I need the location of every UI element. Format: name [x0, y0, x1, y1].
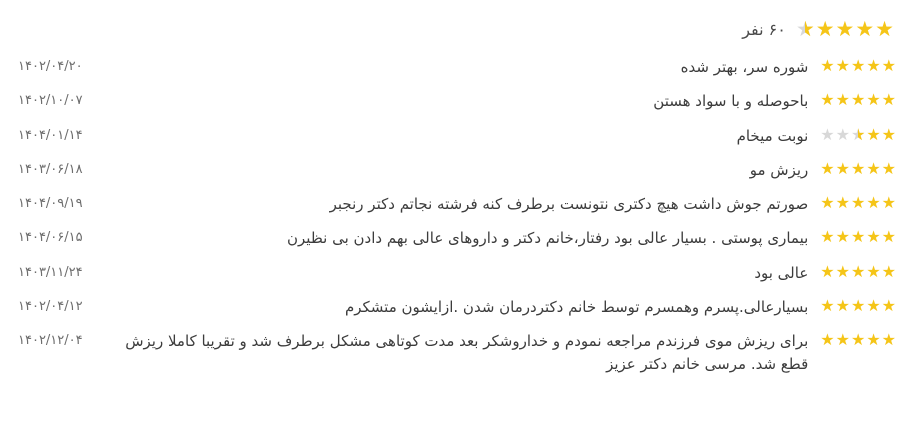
review-date: ۱۴۰۲/۱۲/۰۴ — [18, 333, 83, 348]
star-full: ★ — [850, 158, 866, 178]
star-full: ★ — [835, 193, 850, 212]
review-row — [18, 187, 896, 221]
star-empty: ★ — [820, 124, 835, 144]
star-full: ★ — [881, 330, 896, 349]
star-half: ★ ★ — [851, 127, 865, 143]
star-full: ★ — [820, 330, 835, 349]
review-date: ۱۴۰۳/۰۶/۱۸ — [18, 161, 83, 177]
review-star-rating — [820, 226, 896, 245]
review-text: بسیارعالی.پسرم وهمسرم توسط خانم دکتردرمان شدن .ازایشون متشکرم — [344, 297, 809, 316]
rating-summary — [18, 8, 896, 50]
review-date: ۱۴۰۲/۰۴/۲۰ — [18, 59, 83, 74]
review-row — [18, 153, 896, 187]
review-row — [18, 221, 896, 255]
star-full: ★ — [835, 16, 855, 41]
star-full: ★ — [820, 193, 835, 212]
star-full: ★ — [881, 261, 896, 281]
star-full: ★ — [881, 56, 896, 75]
review-star-rating — [820, 55, 896, 74]
review-star-rating — [820, 124, 896, 143]
star-full: ★ — [866, 261, 881, 281]
star-full: ★ — [835, 295, 850, 315]
summary-star-rating — [795, 16, 894, 41]
star-full: ★ — [866, 56, 881, 75]
star-full: ★ — [881, 227, 896, 247]
star-full: ★ — [866, 158, 881, 178]
review-text: صورتم جوش داشت هیچ دکتری نتونست برطرف کنه فرشته نجاتم دکتر رنجبر — [329, 195, 809, 213]
star-full: ★ — [850, 193, 866, 212]
star-full: ★ — [866, 295, 881, 315]
star-full: ★ — [875, 16, 894, 41]
star-full: ★ — [866, 90, 881, 110]
star-full: ★ — [850, 261, 866, 281]
star-full: ★ — [850, 56, 866, 75]
review-text: ریزش مو — [749, 160, 809, 179]
star-full: ★ — [820, 56, 835, 75]
star-full: ★ — [850, 227, 866, 247]
review-star-rating — [820, 295, 896, 314]
star-full: ★ — [820, 158, 835, 178]
star-full: ★ — [820, 227, 835, 247]
star-full: ★ — [881, 90, 896, 110]
review-date: ۱۴۰۲/۱۰/۰۷ — [18, 93, 83, 109]
star-full: ★ — [835, 158, 850, 178]
review-date: ۱۴۰۳/۱۱/۲۴ — [18, 264, 83, 280]
review-star-rating — [820, 329, 896, 348]
review-star-rating — [820, 192, 896, 211]
review-star-rating — [820, 89, 896, 108]
star-full: ★ — [866, 227, 881, 247]
star-full: ★ — [820, 90, 835, 110]
review-row — [18, 84, 896, 118]
review-text: نوبت میخام — [736, 126, 809, 145]
review-text: بیماری پوستی . بسیار عالی بود رفتار،خانم دکتر و داروهای عالی بهم دادن بی نظیرن — [287, 229, 809, 248]
star-full: ★ — [881, 158, 896, 178]
review-row — [18, 256, 896, 290]
review-date: ۱۴۰۲/۰۴/۱۲ — [18, 298, 83, 314]
review-text: باحوصله و با سواد هستن — [653, 92, 809, 111]
star-full: ★ — [815, 16, 835, 41]
review-text: برای ریزش موی فرزندم مراجعه نمودم و خداروشکر بعد مدت کوتاهی مشکل برطرف شد و تقریبا کاملا ریزش قطع شد. مرسی خانم دکتر عزیز — [125, 332, 809, 374]
rating-count-label: ۶۰ نفر — [742, 19, 786, 39]
star-full: ★ — [835, 56, 850, 75]
review-date: ۱۴۰۴/۰۱/۱۴ — [18, 127, 83, 143]
review-star-rating — [820, 158, 896, 177]
star-full: ★ — [855, 16, 875, 41]
star-empty: ★ — [835, 124, 850, 144]
star-full: ★ — [835, 261, 850, 281]
review-text: شوره سر، بهتر شده — [680, 58, 809, 76]
review-star-rating — [820, 261, 896, 280]
review-row — [18, 119, 896, 153]
review-row — [18, 290, 896, 324]
star-full: ★ — [866, 193, 881, 212]
star-full: ★ — [850, 295, 866, 315]
review-row — [18, 324, 896, 382]
review-list — [18, 50, 896, 382]
review-row — [18, 50, 896, 84]
star-full: ★ — [850, 330, 866, 349]
star-full: ★ — [835, 330, 850, 349]
star-full: ★ — [881, 193, 896, 212]
star-full: ★ — [881, 124, 896, 144]
star-full: ★ — [820, 261, 835, 281]
star-full: ★ — [820, 295, 835, 315]
star-full: ★ — [835, 227, 850, 247]
star-full: ★ — [835, 90, 850, 110]
star-full: ★ — [866, 124, 881, 144]
review-date: ۱۴۰۴/۰۶/۱۵ — [18, 230, 83, 246]
star-full: ★ — [866, 330, 881, 349]
review-text: عالی بود — [754, 263, 809, 282]
review-date: ۱۴۰۴/۰۹/۱۹ — [18, 196, 83, 211]
star-full: ★ — [850, 90, 866, 110]
star-half: ★ ★ — [796, 19, 815, 40]
star-full: ★ — [881, 295, 896, 315]
